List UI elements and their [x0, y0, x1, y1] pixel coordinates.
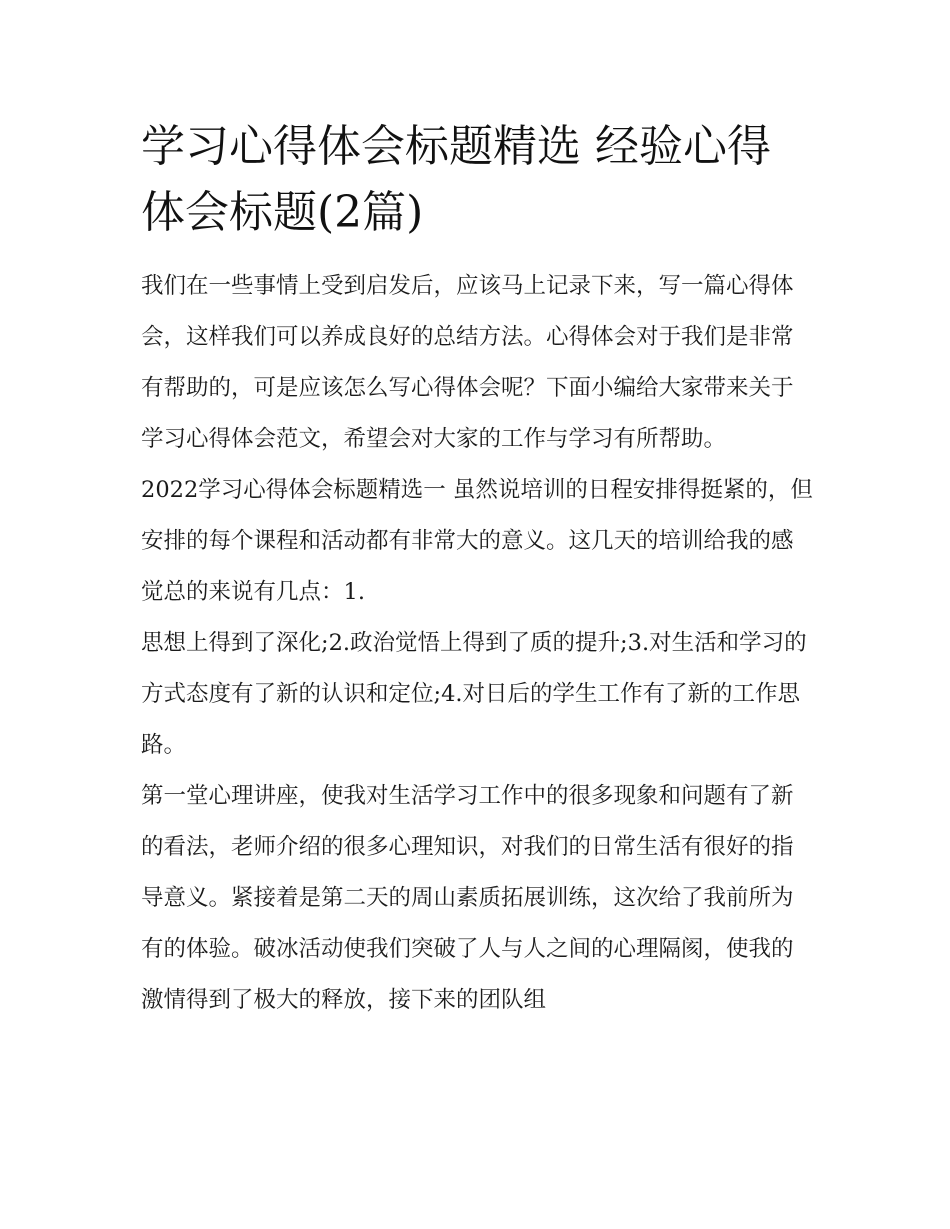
paragraph-training-points: 思想上得到了深化;2.政治觉悟上得到了质的提升;3.对生活和学习的方式态度有了新的认识和定位;4.对日后的学生工作有了新的工作思路。 — [141, 630, 807, 758]
document-body — [141, 114, 813, 1026]
paragraph-intro: 我们在一些事情上受到启发后，应该马上记录下来，写一篇心得体会，这样我们可以养成良好的总结方法。心得体会对于我们是非常有帮助的，可是应该怎么写心得体会呢？下面小编给大家带来关于学习心得体会范文，希望会对大家的工作与学习有所帮助。 — [141, 273, 794, 452]
paragraph-training-overview: 2022学习心得体会标题精选一 虽然说培训的日程安排得挺紧的，但安排的每个课程和活动都有非常大的意义。这几天的培训给我的感觉总的来说有几点：1. — [141, 477, 813, 605]
paragraph-psychology-lecture: 第一堂心理讲座，使我对生活学习工作中的很多现象和问题有了新的看法，老师介绍的很多心理知识，对我们的日常生活有很好的指导意义。紧接着是第二天的周山素质拓展训练，这次给了我前所为有的体验。破冰活动使我们突破了人与人之间的心理隔阂，使我的激情得到了极大的释放，接下来的团队组 — [141, 783, 794, 1013]
document-title: 学习心得体会标题精选 经验心得体会标题(2篇) — [141, 121, 771, 238]
